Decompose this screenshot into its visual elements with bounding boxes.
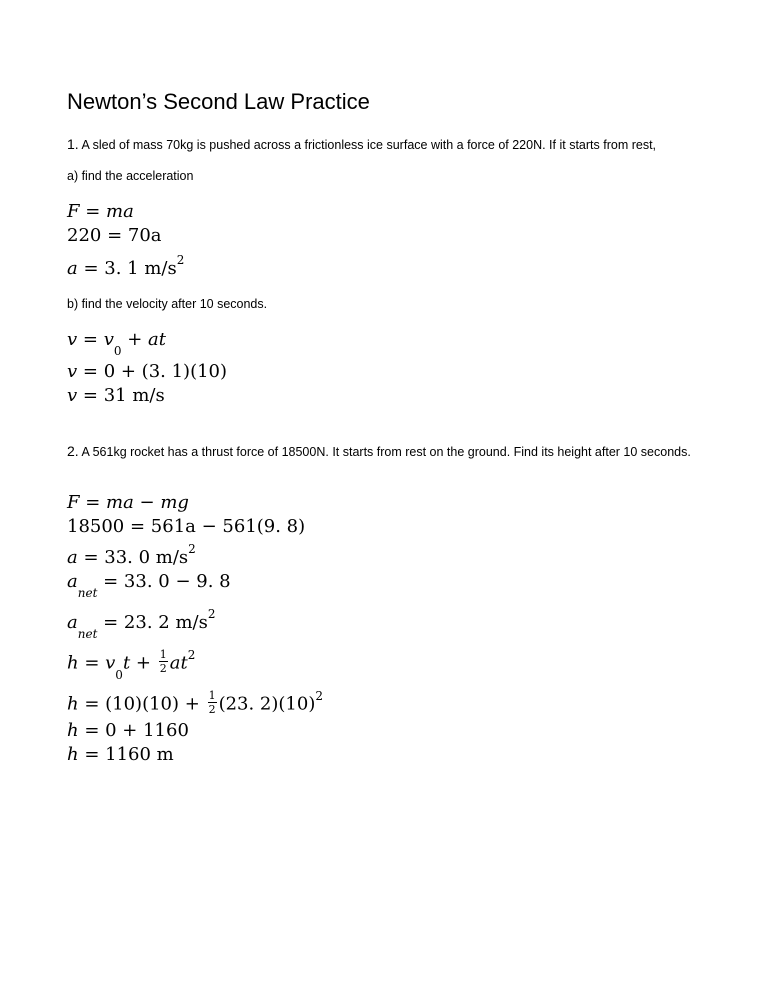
exponent: 2: [188, 542, 196, 556]
equation-line: F = ma: [67, 201, 134, 222]
fraction-numerator: 1: [159, 648, 167, 661]
equation-rhs: (10)(10) +: [105, 693, 200, 715]
subscript: 0: [113, 344, 122, 358]
equation-lhs: h: [67, 720, 79, 741]
equation-lhs: h: [67, 744, 79, 765]
equation-line: a = 3. 1 $m/s^2$: [67, 253, 185, 279]
equation-lhs: a: [67, 612, 78, 633]
equation-line: v = 31 m/s: [67, 385, 165, 406]
equation-lhs: 18500: [67, 516, 125, 537]
equation-lhs: a: [67, 571, 78, 592]
equation-lhs: 220: [67, 225, 102, 246]
equation-line: F = ma − mg: [67, 492, 189, 513]
question-1: [67, 136, 707, 153]
exponent: 2: [315, 688, 323, 703]
equation-lhs: F: [67, 492, 80, 513]
question-1-part-b: b) find the velocity after 10 seconds.: [67, 297, 268, 311]
equation-rhs: 561a − 561(9. 8): [150, 516, 306, 537]
equation-term: at: [169, 652, 188, 674]
fraction: [159, 649, 168, 674]
question-1-part-a: a) find the acceleration: [67, 169, 194, 183]
subscript: net: [77, 627, 98, 641]
equation-rhs: 0 + (3. 1)(10): [103, 361, 228, 382]
subscript: 0: [115, 667, 123, 682]
equation-rhs: 23. 2 m/s: [123, 612, 208, 633]
equation-rhs: 33. 0 m/s: [104, 547, 189, 568]
equation-rhs: ma: [106, 201, 134, 222]
equation-lhs: F: [67, 201, 80, 222]
equation-line: h = 0 + 1160: [67, 720, 189, 741]
equation-line: 220 = 70a: [67, 225, 162, 246]
equation-lhs: v: [67, 385, 78, 406]
equation-rhs: 31 m/s: [103, 385, 165, 406]
fraction: [208, 690, 217, 715]
equation-rhs: 3. 1 m/s: [104, 258, 177, 279]
exponent: 2: [176, 253, 185, 267]
equation-line: h = 1160 m: [67, 744, 174, 765]
equation-term: v: [105, 652, 116, 674]
equation-line: a = 33. 0 $m/s^2$: [67, 542, 196, 568]
equation-rhs: 33. 0 − 9. 8: [123, 571, 231, 592]
fraction-denominator: 2: [159, 662, 167, 675]
question-1-number: 1.: [67, 136, 79, 152]
page-title: Newton’s Second Law Practice: [67, 89, 370, 114]
question-2-text: A 561kg rocket has a thrust force of 18500N. It starts from rest on the ground. Find its height after 10 seconds.: [78, 445, 691, 459]
equation-line: v = 0 + (3. 1)(10): [67, 361, 228, 382]
equation-rhs: 70a: [127, 225, 162, 246]
equation-term: v: [103, 329, 114, 350]
fraction-numerator: 1: [208, 689, 216, 702]
equation-line: $h = v_0t$ + $\frac{1}{2}$ $at^2$: [67, 647, 196, 682]
equation-rhs: 0 + 1160: [105, 720, 189, 741]
equation-line: 18500 = 561a − 561(9. 8): [67, 516, 306, 537]
exponent: 2: [207, 607, 216, 621]
equation-lhs: a: [67, 547, 78, 568]
equation-line: $v = v_0$ + at: [67, 329, 167, 358]
equation-rhs: 1160 m: [105, 744, 174, 765]
equation-lhs: h: [67, 652, 79, 674]
question-1-text: A sled of mass 70kg is pushed across a frictionless ice surface with a force of 220N. If it starts from rest,: [78, 138, 657, 152]
equation-term: (23. 2)(10): [218, 693, 316, 715]
question-2-number: 2.: [67, 443, 79, 459]
equation-term: t +: [122, 652, 151, 674]
equation-rhs: + at: [127, 329, 167, 350]
equation-lhs: h: [67, 693, 79, 715]
exponent: 2: [187, 647, 196, 662]
equation-rhs: ma − mg: [106, 492, 189, 513]
fraction-denominator: 2: [208, 703, 216, 716]
equation-lhs: a: [67, 258, 78, 279]
equation-line: $a_{net} = 23$. 2 $m/s^2$: [67, 607, 216, 641]
equation-line: $a_{net} = 33$. 0 − 9. 8: [67, 571, 231, 600]
subscript: net: [77, 586, 98, 600]
equation-lhs: v: [67, 361, 78, 382]
question-2: [67, 443, 707, 460]
equation-line: h = (10)(10) + $\frac{1}{2}$ (23. $2)(10)^2$: [67, 688, 323, 716]
equation-lhs: v: [67, 329, 78, 350]
